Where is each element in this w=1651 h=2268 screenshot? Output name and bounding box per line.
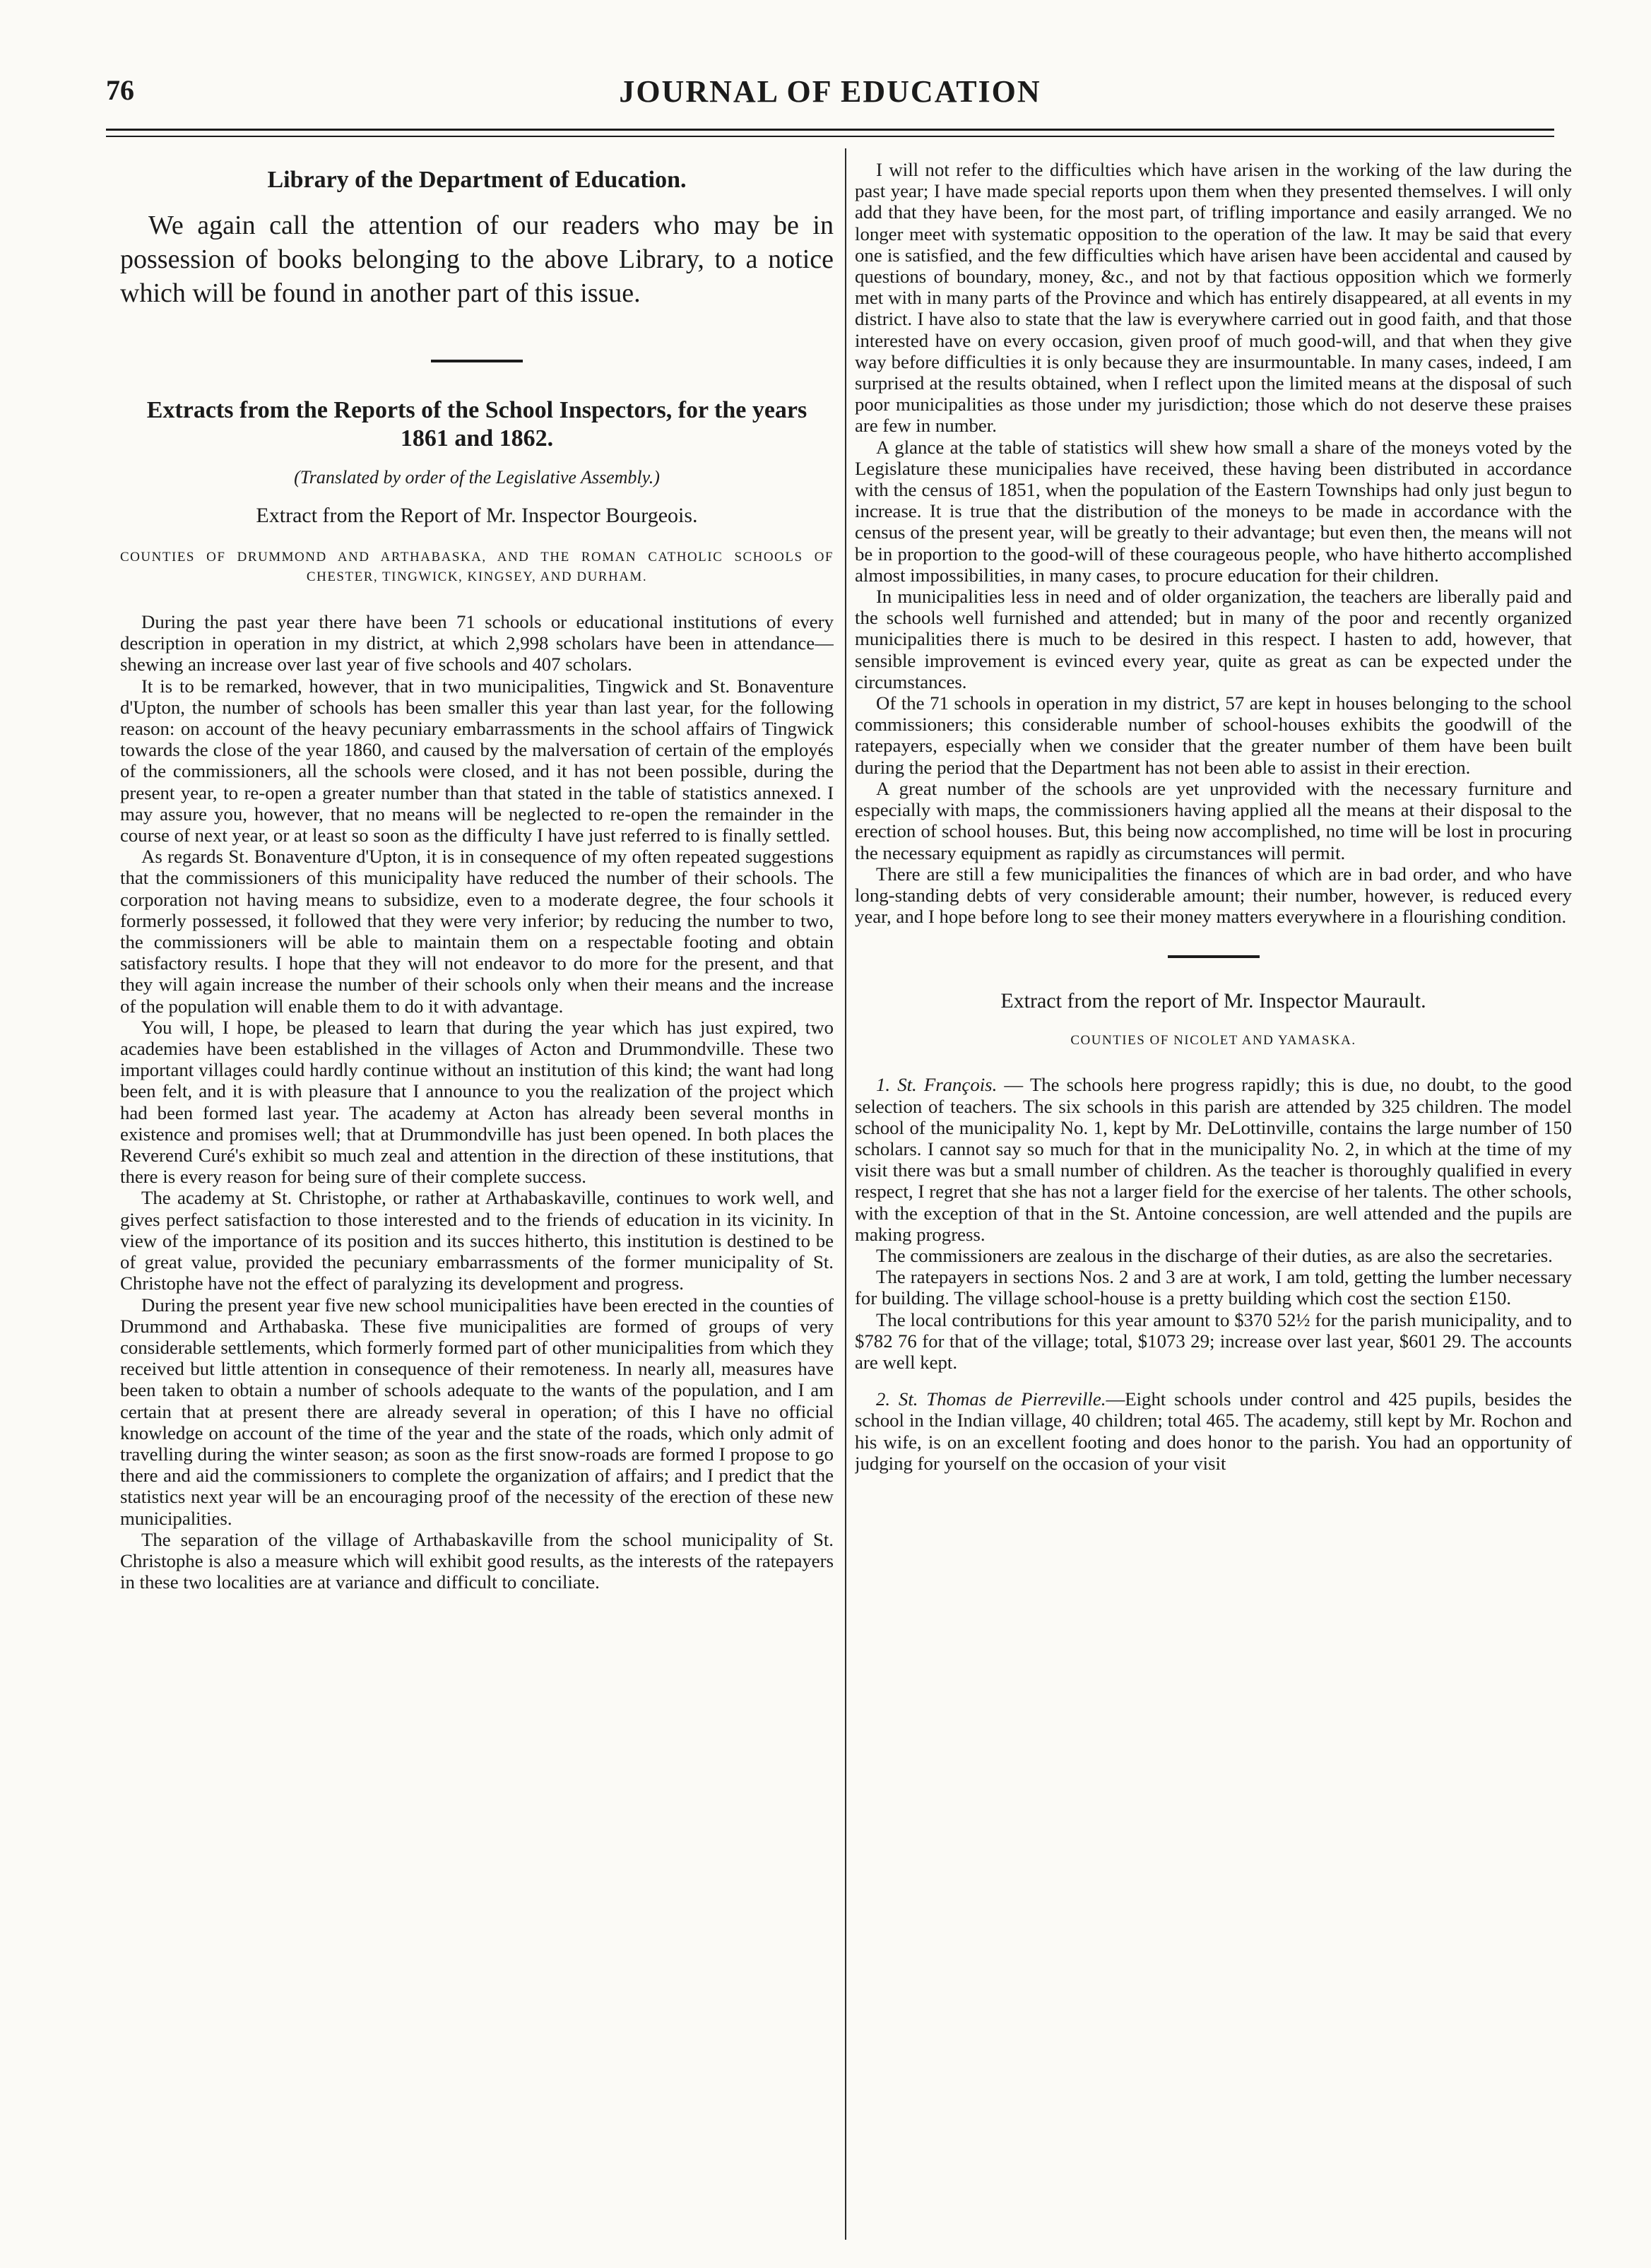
left-column bbox=[120, 159, 834, 2243]
paragraph bbox=[855, 1266, 1572, 1309]
section-rule bbox=[431, 360, 523, 362]
paragraph bbox=[855, 1245, 1572, 1266]
library-notice-text: We again call the attention of our readers who may be in possession of books belonging to the above Library, to a notice which will be found in another part of this issue. bbox=[120, 211, 834, 308]
running-head bbox=[106, 73, 1554, 123]
maurault-counties: COUNTIES OF NICOLET AND YAMASKA. bbox=[1070, 1033, 1356, 1049]
paragraph: During the past year there have been 71 schools or educational institutions of every description in operation in my district, at which 2,998 scholars have been in attendance—shewing an increase over last year of five schools and 407 scholars. bbox=[120, 611, 834, 675]
paragraph: The separation of the village of Arthabaskaville from the school municipality of St. Christophe is also a measure which will exhibit good results, as the interests of the ratepayers in these two localities are at variance and difficult to conciliate. bbox=[120, 1528, 834, 1593]
maurault-extract-title: Extract from the report of Mr. Inspector Maurault. bbox=[1000, 989, 1426, 1013]
item-text: — The schools here progress rapidly; this is due, no doubt, to the good selection of teachers. The six schools in this parish are attended by 325 children. The model school of the municipality No. 1, kept by Mr. DeLottinville, contains the large number of 150 scholars. I cannot say so much for that in the municipality No. 2, in which at the time of my visit there was but a small number of children. As the teacher is thoroughly qualified in every respect, I regret that she has not a larger field for the exercise of her talents. The other schools, with the exception of that in the St. Antoine concession, are well attended and the pupils are making progress. bbox=[855, 1074, 1572, 1245]
item-label: 1. St. François. bbox=[876, 1074, 998, 1096]
paragraph: There are still a few municipalities the finances of which are in bad order, and who have long-standing debts of very considerable amount; their number, however, is reduced every year, and I hope before long to see their money matters everywhere in a flourishing condition. bbox=[855, 863, 1572, 928]
right-column bbox=[855, 159, 1572, 2243]
item-text: The local contributions for this year amount to $370 52½ for the parish municipality, and to $782 76 for that of the village; total, $1073 29; increase over last year, $601 29. The accounts are well kept. bbox=[855, 1309, 1572, 1373]
header-rule-secondary bbox=[106, 136, 1554, 137]
item-text: The commissioners are zealous in the discharge of their duties, as are also the secretaries. bbox=[876, 1244, 1553, 1266]
column-divider bbox=[845, 148, 846, 2240]
header-rule bbox=[106, 129, 1554, 131]
item-label: 2. St. Thomas de Pierreville. bbox=[876, 1388, 1106, 1410]
paragraph: It is to be remarked, however, that in two municipalities, Tingwick and St. Bonaventure d'Upton, the number of schools has been smaller this year than last year, for the following reason: on account of the heavy pecuniary embarrassments in the school affairs of Tingwick towards the close of the year 1860, and caused by the malversation of certain of the employés of the commissioners, all the schools were closed, and it has not been possible, during the present year, to re-open a greater number than that stated in the table of statistics annexed. I may assure you, however, that no means will be neglected to re-open the remainder in the course of next year, or at least so soon as the difficulty I have just referred to is finally settled. bbox=[120, 675, 834, 846]
item-text: —Eight schools under control and 425 pupils, besides the school in the Indian village, 40 children; total 465. The academy, still kept by Mr. Rochon and his wife, is on an excellent footing and does honor to the parish. You had an opportunity of judging for yourself on the occasion of your visit bbox=[855, 1388, 1572, 1474]
paragraph bbox=[855, 1074, 1572, 1245]
journal-title: JOURNAL OF EDUCATION bbox=[619, 74, 1041, 109]
translated-note: (Translated by order of the Legislative Assembly.) bbox=[294, 467, 660, 488]
paragraph bbox=[855, 1388, 1572, 1474]
paragraph: Of the 71 schools in operation in my district, 57 are kept in houses belonging to the school commissioners; this considerable number of school-houses exhibits the goodwill of the ratepayers, especially when we consider that the greater number of them have been built during the period that the Department has not been able to assist in their erection. bbox=[855, 692, 1572, 778]
paragraph: I will not refer to the difficulties which have arisen in the working of the law during the past year; I have made special reports upon them when they presented themselves. I will only add that they have been, for the most part, of trifling importance and easily arranged. We no longer meet with systematic opposition to the operation of the law. It may be said that every one is satisfied, and the few difficulties which have arisen have been accidental and caused by questions of boundary, money, &c., and not by that factious opposition which we formerly met with in many parts of the Province and which has entirely disappeared, at all events in my district. I have also to state that the law is everywhere carried out in good faith, and that those interested have on every occasion, given proof of much good-will, and that when they give way before difficulties it is only because they are insurmountable. In many cases, indeed, I am surprised at the results obtained, when I reflect upon the limited means at the disposal of such poor municipalities as those under my jurisdiction; those which do not deserve these praises are few in number. bbox=[855, 159, 1572, 437]
paragraph: In municipalities less in need and of older organization, the teachers are liberally paid and the schools well furnished and attended; but in many of the poor and recently organized municipalities there is much to be desired in this respect. I hasten to add, however, that sensible improvement is evinced every year, quite as great as can be expected under the circumstances. bbox=[855, 586, 1572, 692]
item-text: The ratepayers in sections Nos. 2 and 3 are at work, I am told, getting the lumber necessary for building. The village school-house is a pretty building which cost the section £150. bbox=[855, 1266, 1572, 1309]
paragraph: The academy at St. Christophe, or rather at Arthabaskaville, continues to work well, and gives perfect satisfaction to those interested and to the friends of education in its vicinity. In view of the importance of its position and its succes hitherto, this institution is destined to be of great value, provided the pecuniary embarrassments of the former municipality of St. Christophe have not the effect of paralyzing its development and progress. bbox=[120, 1187, 834, 1294]
paragraph: A glance at the table of statistics will shew how small a share of the moneys voted by the Legislature these municipalies have received, these having been distributed in accordance with the census of 1851, when the population of the Eastern Townships had only just begun to increase. It is true that the distribution of the moneys to be made in accordance with the census of the present year, will be greatly to their advantage; but even then, the means will not be in proportion to the good-will of these courageous people, who have hitherto accomplished almost impossibilities, in many cases, to procure education for their children. bbox=[855, 436, 1572, 586]
paragraph: A great number of the schools are yet unprovided with the necessary furniture and especially with maps, the commissioners having applied all the means at their disposal to the erection of school houses. But, this being now accomplished, no time will be lost in procuring the necessary equipment as rapidly as circumstances will permit. bbox=[855, 777, 1572, 863]
paragraph bbox=[855, 1309, 1572, 1374]
paragraph: During the present year five new school municipalities have been erected in the counties of Drummond and Arthabaska. These five municipalities are formed of groups of very considerable settlements, which formerly formed part of other municipalities from which they received but little attention in consequence of their remoteness. In nearly all, measures have been taken to obtain a number of schools adequate to the wants of the population, and I am certain that at present there are already several in operation; of this I have no official knowledge on account of the time of the year and the state of the roads, which only admit of travelling during the winter season; as soon as the first snow-roads are formed I propose to go there and aid the commissioners to complete the organization of affairs; and I predict that the statistics next year will be an encouraging proof of the necessity of the erection of these new municipalities. bbox=[120, 1294, 834, 1529]
section-rule bbox=[1168, 955, 1260, 958]
page-number: 76 bbox=[106, 74, 134, 106]
bourgeois-counties: COUNTIES OF DRUMMOND AND ARTHABASKA, AND THE ROMAN CATHOLIC SCHOOLS OF CHESTER, TINGWICK, KINGSEY, AND DURHAM. bbox=[120, 550, 834, 584]
paragraph: As regards St. Bonaventure d'Upton, it is in consequence of my often repeated suggestions that the commissioners of this municipality have reduced the number of their schools. The corporation not having means to subsidize, even to a moderate degree, the four schools it formerly possessed, it followed that they were very inferior; by reducing the number to two, the commissioners will be able to maintain them on a respectable footing and obtain satisfactory results. I hope that they will not endeavor to do more for the present, and that they will again increase the number of their schools only when their means and the increase of the population will enable them to do it with advantage. bbox=[120, 846, 834, 1017]
library-heading: Library of the Department of Education. bbox=[267, 167, 687, 193]
extracts-heading: Extracts from the Reports of the School Inspectors, for the years 1861 and 1862. bbox=[146, 397, 807, 451]
paragraph: You will, I hope, be pleased to learn that during the year which has just expired, two academies have been established in the villages of Acton and Drummondville. These two important villages could hardly continue without an institution of this kind; the want had long been felt, and it is with pleasure that I announce to you the realization of the project which had been formed last year. The academy at Acton has already been several months in existence and promises well; that at Drummondville has just been opened. In both places the Reverend Curé's exhibit so much zeal and attention in the direction of these institutions, that there is every reason for being sure of their complete success. bbox=[120, 1016, 834, 1188]
bourgeois-extract-title: Extract from the Report of Mr. Inspector Bourgeois. bbox=[256, 504, 698, 527]
